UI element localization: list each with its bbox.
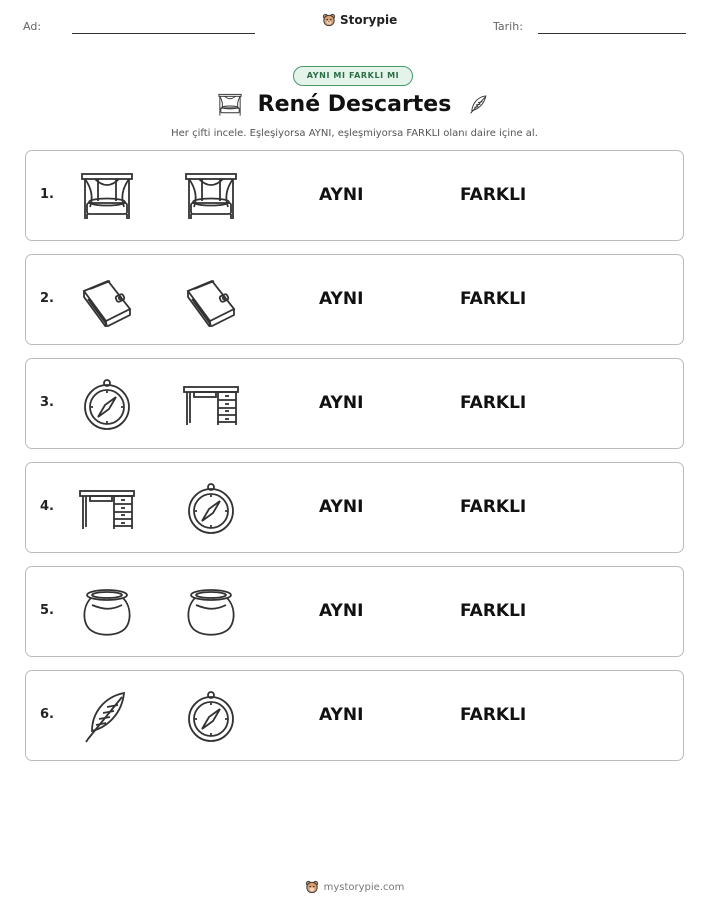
- page-title: René Descartes: [257, 92, 452, 117]
- footer-url[interactable]: mystorypie.com: [323, 881, 405, 893]
- pot-icon: [78, 587, 136, 639]
- different-option[interactable]: FARKLI: [460, 393, 527, 413]
- exercise-row: [25, 566, 684, 657]
- compass-icon: [182, 483, 240, 535]
- worksheet-type-badge: AYNI MI FARKLI MI: [293, 66, 413, 86]
- exercise-row: [25, 150, 684, 241]
- exercise-row: [25, 462, 684, 553]
- exercise-row: [25, 670, 684, 761]
- name-label: Ad:: [23, 20, 42, 33]
- canopy-bed-icon: [182, 171, 240, 223]
- footer: [0, 880, 709, 894]
- row-number: 6.: [40, 707, 54, 722]
- compass-icon: [182, 691, 240, 743]
- different-option[interactable]: FARKLI: [460, 185, 527, 205]
- name-line[interactable]: [72, 33, 255, 34]
- same-option[interactable]: AYNI: [319, 185, 364, 205]
- row-number: 3.: [40, 395, 54, 410]
- different-option[interactable]: FARKLI: [460, 705, 527, 725]
- desk-icon: [78, 483, 136, 535]
- brand-name: Storypie: [340, 13, 398, 27]
- quill-icon: [78, 691, 136, 743]
- date-line[interactable]: [538, 33, 686, 34]
- compass-icon: [78, 379, 136, 431]
- different-option[interactable]: FARKLI: [460, 497, 527, 517]
- same-option[interactable]: AYNI: [319, 289, 364, 309]
- quill-icon: [466, 90, 490, 120]
- bear-logo-icon: [322, 13, 336, 27]
- row-number: 2.: [40, 291, 54, 306]
- date-label: Tarih:: [493, 20, 523, 33]
- different-option[interactable]: FARKLI: [460, 601, 527, 621]
- same-option[interactable]: AYNI: [319, 393, 364, 413]
- desk-icon: [182, 379, 240, 431]
- bear-logo-icon: [305, 880, 319, 894]
- title-row: [0, 90, 709, 124]
- same-option[interactable]: AYNI: [319, 705, 364, 725]
- instructions: Her çifti incele. Eşleşiyorsa AYNI, eşleşmiyorsa FARKLI olanı daire içine al.: [171, 128, 538, 139]
- exercise-row: [25, 358, 684, 449]
- same-option[interactable]: AYNI: [319, 497, 364, 517]
- pot-icon: [182, 587, 240, 639]
- different-option[interactable]: FARKLI: [460, 289, 527, 309]
- book-icon: [78, 275, 136, 327]
- canopy-bed-icon: [78, 171, 136, 223]
- row-number: 5.: [40, 603, 54, 618]
- exercise-row: [25, 254, 684, 345]
- same-option[interactable]: AYNI: [319, 601, 364, 621]
- brand-logo: [322, 13, 397, 27]
- row-number: 1.: [40, 187, 54, 202]
- row-number: 4.: [40, 499, 54, 514]
- book-icon: [182, 275, 240, 327]
